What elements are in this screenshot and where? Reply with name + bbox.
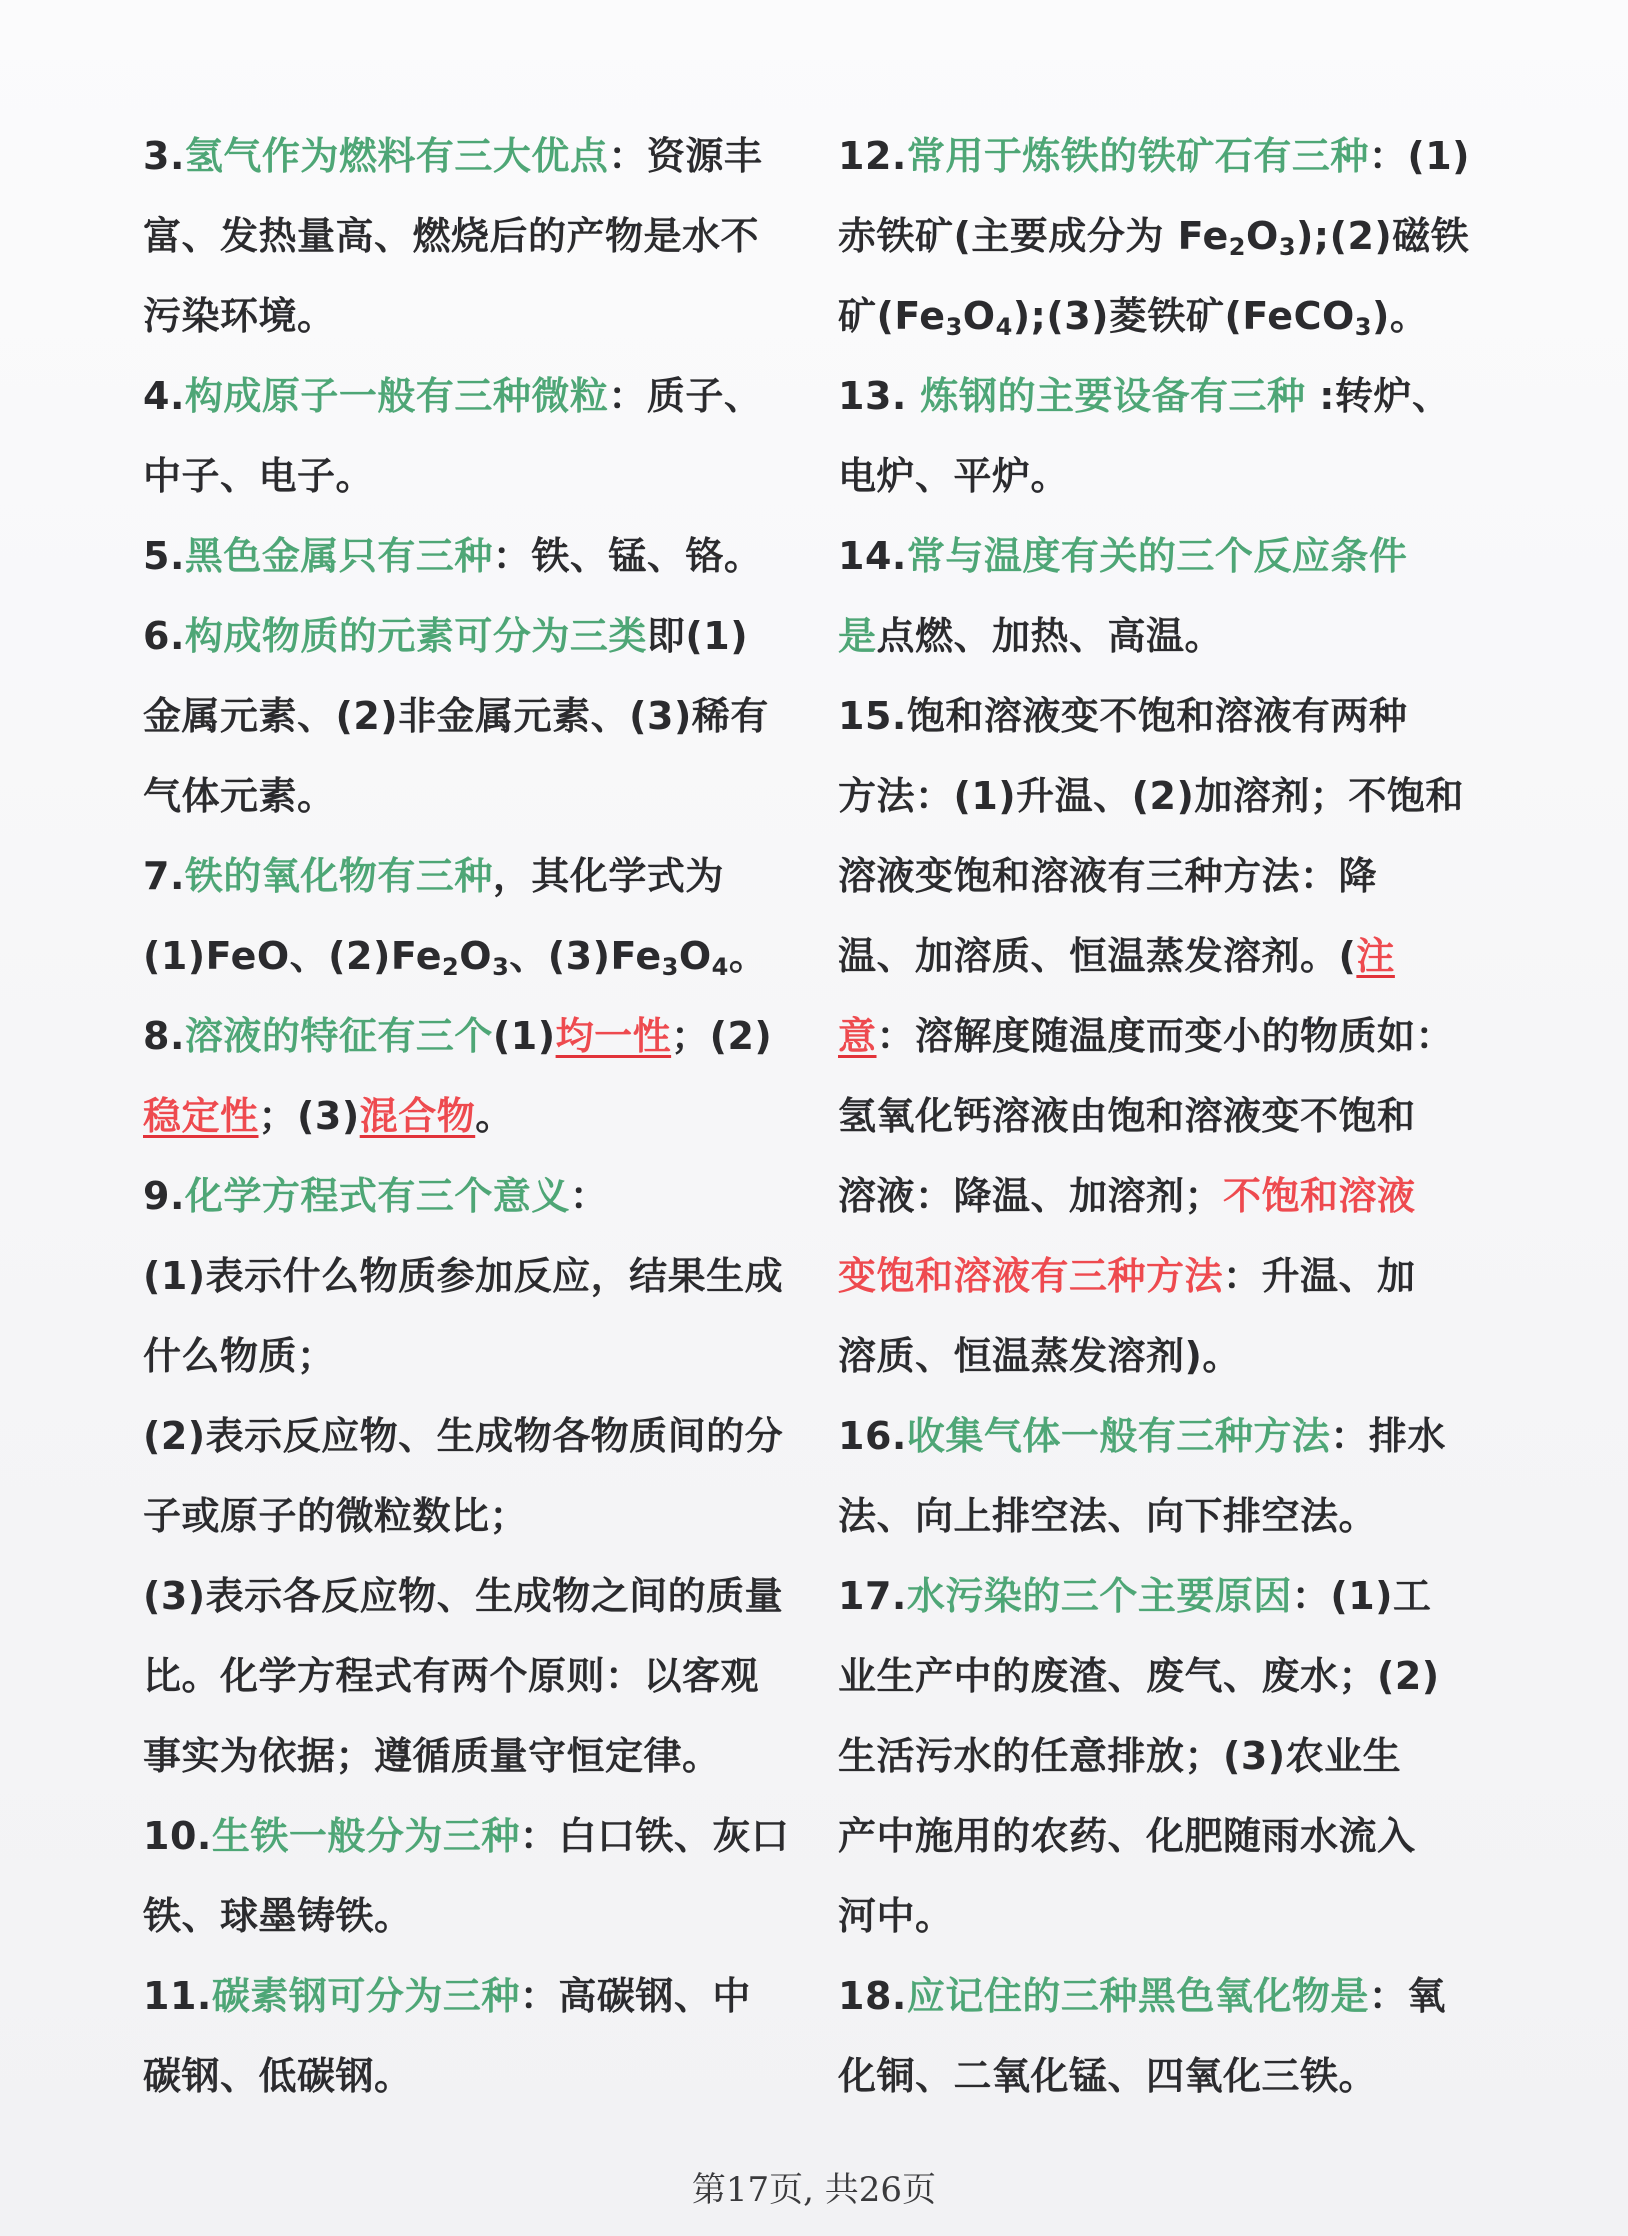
text-line [838, 1004, 1518, 1084]
body-text: 气体元素。 [143, 774, 336, 818]
body-text: 产中施用的农药、化肥随雨水流入 [838, 1814, 1416, 1858]
body-text: 电炉、平炉。 [838, 454, 1070, 498]
heading-text: 常与温度有关的三个反应条件 [906, 534, 1408, 578]
body-text: ，其化学式为 [492, 854, 724, 898]
text-line [838, 124, 1518, 204]
text-line [838, 1724, 1518, 1804]
emphasis-text: 均一性 [555, 1014, 672, 1058]
subscript: 3 [1278, 233, 1297, 261]
body-text: 溶液变饱和溶液有三种方法：降 [838, 854, 1378, 898]
body-text: (1)FeO、(2)Fe [143, 934, 443, 978]
text-line [838, 924, 1518, 1004]
body-text: ：铁、锰、铬。 [492, 534, 763, 578]
text-line [143, 1084, 823, 1164]
body-text: 10. [143, 1814, 212, 1858]
text-line [143, 524, 823, 604]
text-line [143, 204, 823, 284]
text-line [143, 284, 823, 364]
body-text: 河中。 [838, 1894, 954, 1938]
text-line [143, 1724, 823, 1804]
body-text: 业生产中的废渣、废气、废水；(2) [838, 1654, 1440, 1698]
body-text: 18. [838, 1974, 907, 2018]
body-text: :转炉、 [1305, 374, 1451, 418]
text-line [838, 1964, 1518, 2044]
emphasis-text: 不饱和溶液 [1223, 1174, 1416, 1218]
body-text: ：(1)工 [1291, 1574, 1432, 1618]
body-text: 9. [143, 1174, 185, 1218]
body-text: 氢氧化钙溶液由饱和溶液变不饱和 [838, 1094, 1416, 1138]
emphasis-text: 变饱和溶液有三种方法 [838, 1254, 1224, 1298]
text-line [838, 764, 1518, 844]
text-line [838, 844, 1518, 924]
text-line [838, 604, 1518, 684]
body-text: 方法：(1)升温、(2)加溶剂；不饱和 [838, 774, 1464, 818]
heading-text: 收集气体一般有三种方法 [906, 1414, 1331, 1458]
text-line [838, 1484, 1518, 1564]
text-line [838, 524, 1518, 604]
body-text: 14. [838, 534, 907, 578]
text-line [838, 1084, 1518, 1164]
body-text: 。 [475, 1094, 514, 1138]
text-line [143, 604, 823, 684]
body-text: 生活污水的任意排放；(3)农业生 [838, 1734, 1402, 1778]
heading-text: 溶液的特征有三个 [184, 1014, 493, 1058]
emphasis-text: 注 [1356, 934, 1395, 978]
text-line [143, 1964, 823, 2044]
subscript: 3 [661, 953, 679, 981]
left-column [143, 124, 823, 2124]
body-text: O [962, 294, 996, 338]
body-text: ： [569, 1174, 609, 1218]
body-text: 16. [838, 1414, 907, 1458]
subscript: 3 [492, 953, 510, 981]
heading-text: 水污染的三个主要原因 [906, 1574, 1292, 1618]
heading-text: 构成物质的元素可分为三类 [184, 614, 647, 658]
text-line [838, 204, 1518, 284]
body-text: 铁、球墨铸铁。 [143, 1894, 413, 1938]
text-line [143, 364, 823, 444]
body-text: 法、向上排空法、向下排空法。 [838, 1494, 1378, 1538]
text-line [143, 1004, 823, 1084]
text-line [143, 1404, 823, 1484]
body-text: 溶质、恒温蒸发溶剂)。 [838, 1334, 1241, 1378]
body-text: ：资源丰 [608, 134, 763, 178]
body-text: (1) [492, 1014, 556, 1058]
body-text: ：高碳钢、中 [519, 1974, 751, 2018]
body-text: ：白口铁、灰口 [519, 1814, 790, 1858]
body-text: O [678, 934, 712, 978]
text-line [143, 1164, 823, 1244]
text-line [838, 684, 1518, 764]
body-text: 4. [143, 374, 185, 418]
body-text: 3. [143, 134, 185, 178]
heading-text: 黑色金属只有三种 [184, 534, 493, 578]
text-line [143, 924, 823, 1004]
body-text: 子或原子的微粒数比； [143, 1494, 529, 1538]
emphasis-text: 稳定性 [143, 1094, 259, 1138]
body-text: 比。化学方程式有两个原则：以客观 [143, 1654, 760, 1698]
subscript: 2 [442, 953, 460, 981]
body-text: ：质子、 [608, 374, 763, 418]
text-line [143, 1804, 823, 1884]
body-text: O [459, 934, 493, 978]
heading-text: 是 [838, 614, 877, 658]
body-text: )。 [1371, 294, 1429, 338]
text-line [143, 1564, 823, 1644]
body-text: ：(1) [1368, 134, 1471, 178]
text-line [143, 1644, 823, 1724]
body-text: 13. [838, 374, 921, 418]
text-line [838, 1164, 1518, 1244]
body-text: 富、发热量高、燃烧后的产物是水不 [143, 214, 760, 258]
subscript: 3 [945, 313, 963, 341]
heading-text: 常用于炼铁的铁矿石有三种 [906, 134, 1369, 178]
page-number-footer: 第17页, 共26页 [691, 2170, 937, 2210]
subscript: 4 [711, 953, 729, 981]
text-line [838, 1244, 1518, 1324]
text-line [838, 1884, 1518, 1964]
subscript: 4 [995, 313, 1013, 341]
heading-text: 铁的氧化物有三种 [184, 854, 493, 898]
body-text: 7. [143, 854, 185, 898]
body-text: 溶液：降温、加溶剂； [838, 1174, 1224, 1218]
text-line [838, 364, 1518, 444]
text-line [143, 1484, 823, 1564]
body-text: 11. [143, 1974, 212, 2018]
emphasis-text: 混合物 [359, 1094, 476, 1138]
body-text: (3)表示各反应物、生成物之间的质量 [143, 1574, 784, 1618]
body-text: 事实为依据；遵循质量守恒定律。 [143, 1734, 721, 1778]
body-text: 污染环境。 [143, 294, 336, 338]
text-line [838, 2044, 1518, 2124]
body-text: ；(2) [671, 1014, 773, 1058]
body-text: 8. [143, 1014, 185, 1058]
text-line [143, 1244, 823, 1324]
body-text: ：升温、加 [1223, 1254, 1416, 1298]
emphasis-text: 意 [838, 1014, 877, 1058]
heading-text: 氢气作为燃料有三大优点 [184, 134, 609, 178]
body-text: 什么物质； [143, 1334, 336, 1378]
body-text: 中子、电子。 [143, 454, 375, 498]
body-text: (1)表示什么物质参加反应，结果生成 [143, 1254, 784, 1298]
subscript: 2 [1228, 233, 1246, 261]
heading-text: 构成原子一般有三种微粒 [184, 374, 609, 418]
body-text: 12. [838, 134, 907, 178]
text-line [838, 1804, 1518, 1884]
body-text: 化铜、二氧化锰、四氧化三铁。 [838, 2054, 1378, 2098]
heading-text: 炼钢的主要设备有三种 [920, 374, 1306, 418]
text-line [143, 844, 823, 924]
body-text: 、(3)Fe [509, 934, 662, 978]
body-text: 点燃、加热、高温。 [876, 614, 1224, 658]
body-text: ：溶解度随温度而变小的物质如： [876, 1014, 1455, 1058]
body-text: 金属元素、(2)非金属元素、(3)稀有 [143, 694, 769, 738]
heading-text: 生铁一般分为三种 [211, 1814, 520, 1858]
text-line [838, 1644, 1518, 1724]
body-text: 即(1) [646, 614, 749, 658]
heading-text: 化学方程式有三个意义 [184, 1174, 570, 1218]
text-line [143, 1324, 823, 1404]
body-text: 碳钢、低碳钢。 [143, 2054, 413, 2098]
text-line [838, 1404, 1518, 1484]
body-text: (2)表示反应物、生成物各物质间的分 [143, 1414, 784, 1458]
text-line [838, 284, 1518, 364]
body-text: 6. [143, 614, 185, 658]
text-line [143, 764, 823, 844]
body-text: O [1246, 214, 1279, 258]
body-text: );(3)菱铁矿(FeCO [1012, 294, 1355, 338]
body-text: 15.饱和溶液变不饱和溶液有两种 [838, 694, 1408, 738]
subscript: 3 [1354, 313, 1372, 341]
text-line [143, 2044, 823, 2124]
text-line [143, 1884, 823, 1964]
text-line [143, 684, 823, 764]
text-line [143, 444, 823, 524]
body-text: );(2)磁铁 [1296, 214, 1470, 258]
body-text: 温、加溶质、恒温蒸发溶剂。( [838, 934, 1357, 978]
text-line [838, 1324, 1518, 1404]
body-text: ：排水 [1330, 1414, 1446, 1458]
body-text: 矿(Fe [838, 294, 946, 338]
right-column [838, 124, 1518, 2124]
body-text: 5. [143, 534, 185, 578]
text-line [838, 444, 1518, 524]
body-text: 赤铁矿(主要成分为 Fe [838, 214, 1229, 258]
body-text: 。 [728, 934, 768, 978]
heading-text: 碳素钢可分为三种 [211, 1974, 520, 2018]
heading-text: 应记住的三种黑色氧化物是 [906, 1974, 1369, 2018]
text-line [838, 1564, 1518, 1644]
body-text: ：氧 [1368, 1974, 1446, 2018]
body-text: ；(3) [258, 1094, 360, 1138]
text-line [143, 124, 823, 204]
body-text: 17. [838, 1574, 907, 1618]
